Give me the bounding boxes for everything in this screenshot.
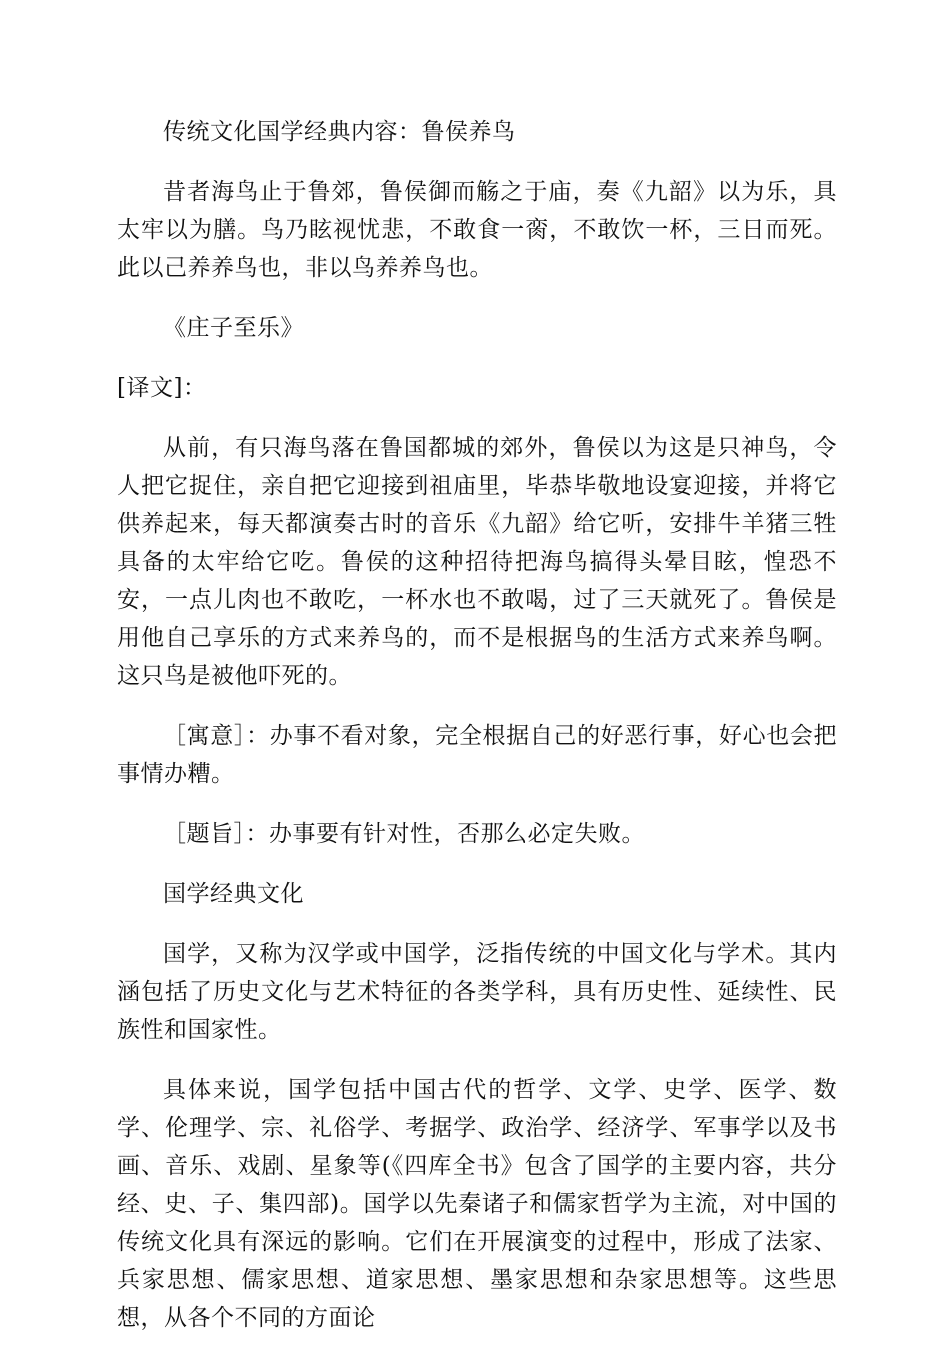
translation-paragraph: 从前，有只海鸟落在鲁国都城的郊外，鲁侯以为这是只神鸟，令人把它捉住，亲自把它迎接到祖庙里，毕恭毕敬地设宴迎接，并将它供养起来，每天都演奏古时的音乐《九韶》给它听，安排牛羊猪三牲具备的太牢给它吃。鲁侯的这种招待把海鸟搞得头晕目眩，惶恐不安，一点儿肉也不敢吃，一杯水也不敢喝，过了三天就死了。鲁侯是用他自己享乐的方式来养鸟的，而不是根据鸟的生活方式来养鸟啊。这只鸟是被他吓死的。 <box>117 435 837 689</box>
theme-paragraph: ［题旨］：办事要有针对性，否那么必定失败。 <box>163 821 645 847</box>
guoxue-detail-paragraph: 具体来说，国学包括中国古代的哲学、文学、史学、医学、数学、伦理学、宗、礼俗学、考据学、政治学、经济学、军事学以及书画、音乐、戏剧、星象等(《四库全书》包含了国学的主要内容，共分经、史、子、集四部)。国学以先秦诸子和儒家哲学为主流，对中国的传统文化具有深远的影响。它们在开展演变的过程中，形成了法家、兵家思想、儒家思想、道家思想、墨家思想和杂家思想等。这些思想，从各个不同的方面论 <box>117 1077 837 1331</box>
article-title: 传统文化国学经典内容：鲁侯养鸟 <box>163 119 516 145</box>
classical-text-paragraph: 昔者海鸟止于鲁郊，鲁侯御而觞之于庙，奏《九韶》以为乐，具太牢以为膳。鸟乃眩视忧悲，不敢食一脔，不敢饮一杯，三日而死。此以己养养鸟也，非以鸟养养鸟也。 <box>117 179 837 281</box>
section-heading: 国学经典文化 <box>163 881 304 907</box>
translation-heading: [译文]： <box>117 375 207 401</box>
source-citation: 《庄子至乐》 <box>163 315 304 341</box>
guoxue-definition-paragraph: 国学，又称为汉学或中国学，泛指传统的中国文化与学术。其内涵包括了历史文化与艺术特征的各类学科，具有历史性、延续性、民族性和国家性。 <box>117 941 837 1043</box>
moral-paragraph: ［寓意］：办事不看对象，完全根据自己的好恶行事，好心也会把事情办糟。 <box>117 723 837 787</box>
document-body <box>117 113 837 1359</box>
